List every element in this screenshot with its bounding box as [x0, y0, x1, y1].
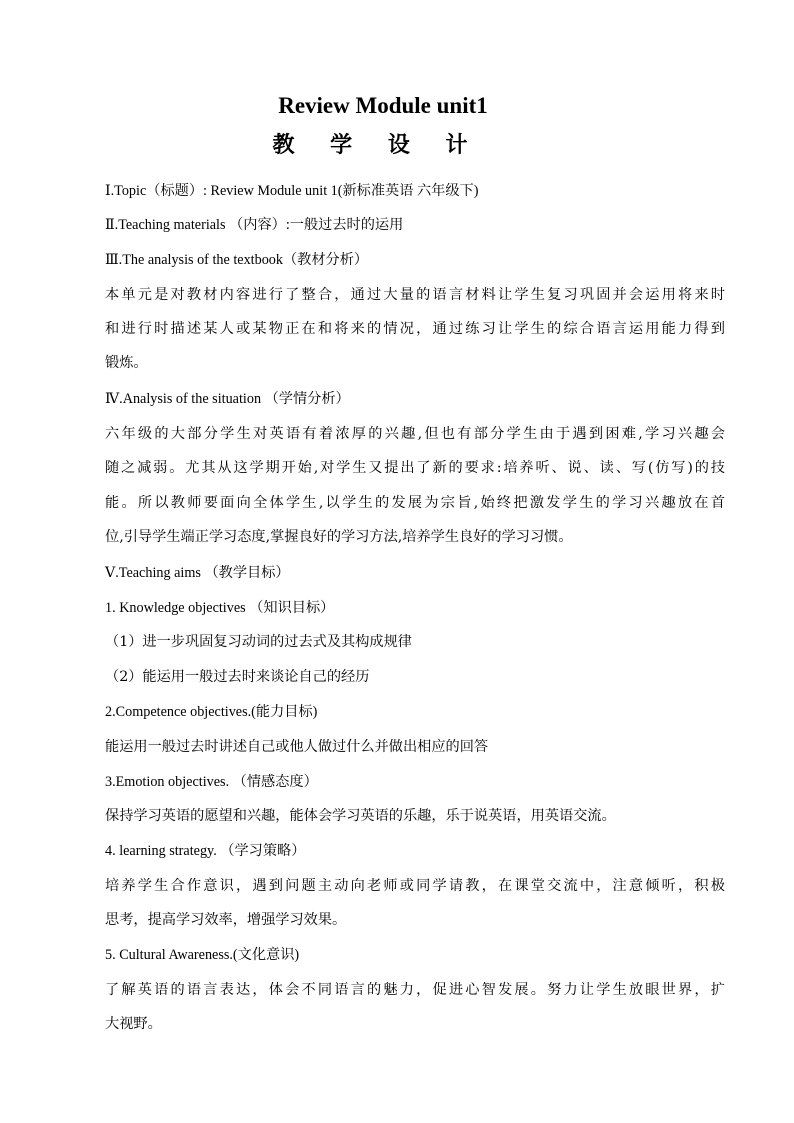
analysis-paragraph-line: 锻炼。	[105, 355, 148, 371]
strategy-paragraph-line: 培养学生合作意识，遇到问题主动向老师或同学请教，在课堂交流中，注意倾听，积极	[105, 878, 725, 894]
situation-paragraph-line: 位,引导学生端正学习态度,掌握良好的学习方法,培养学生良好的学习习惯。	[105, 529, 573, 545]
analysis-paragraph-line: 本单元是对教材内容进行了整合，通过大量的语言材料让学生复习巩固并会运用将来时	[105, 287, 725, 303]
emotion-text: 保持学习英语的愿望和兴趣，能体会学习英语的乐趣，乐于说英语，用英语交流。	[105, 808, 616, 824]
situation-heading: Ⅳ.Analysis of the situation （学情分析）	[105, 391, 350, 407]
competence-heading: 2.Competence objectives.(能力目标)	[105, 704, 318, 720]
analysis-paragraph-line: 和进行时描述某人或某物正在和将来的情况，通过练习让学生的综合语言运用能力得到	[105, 321, 725, 337]
emotion-heading: 3.Emotion objectives. （情感态度）	[105, 774, 318, 790]
cultural-paragraph-line: 大视野。	[105, 1016, 162, 1032]
materials-line: Ⅱ.Teaching materials （内容）:一般过去时的运用	[105, 217, 404, 233]
aims-heading: Ⅴ.Teaching aims （教学目标）	[105, 565, 290, 581]
competence-text: 能运用一般过去时讲述自己或他人做过什么并做出相应的回答	[105, 739, 489, 755]
situation-paragraph-line: 能。所以教师要面向全体学生,以学生的发展为宗旨,始终把激发学生的学习兴趣放在首	[105, 495, 725, 511]
strategy-heading: 4. learning strategy. （学习策略）	[105, 843, 306, 859]
strategy-paragraph-line: 思考，提高学习效率，增强学习效果。	[105, 912, 347, 928]
topic-line: Ⅰ.Topic（标题）: Review Module unit 1(新标准英语 六年级下)	[105, 183, 479, 199]
knowledge-heading: 1. Knowledge objectives （知识目标）	[105, 600, 335, 616]
document-subtitle: 教 学 设 计	[272, 132, 482, 158]
situation-paragraph-line: 六年级的大部分学生对英语有着浓厚的兴趣,但也有部分学生由于遇到困难,学习兴趣会	[105, 426, 725, 442]
cultural-heading: 5. Cultural Awareness.(文化意识)	[105, 947, 300, 963]
analysis-heading: Ⅲ.The analysis of the textbook（教材分析）	[105, 252, 369, 268]
situation-paragraph-line: 随之减弱。尤其从这学期开始,对学生又提出了新的要求:培养听、说、读、写(仿写)的技	[105, 460, 725, 476]
knowledge-item: （1）进一步巩固复习动词的过去式及其构成规律	[105, 634, 412, 650]
cultural-paragraph-line: 了解英语的语言表达，体会不同语言的魅力，促进心智发展。努力让学生放眼世界，扩	[105, 982, 725, 998]
knowledge-item: （2）能运用一般过去时来谈论自己的经历	[105, 669, 370, 685]
document-title: Review Module unit1	[278, 93, 488, 118]
